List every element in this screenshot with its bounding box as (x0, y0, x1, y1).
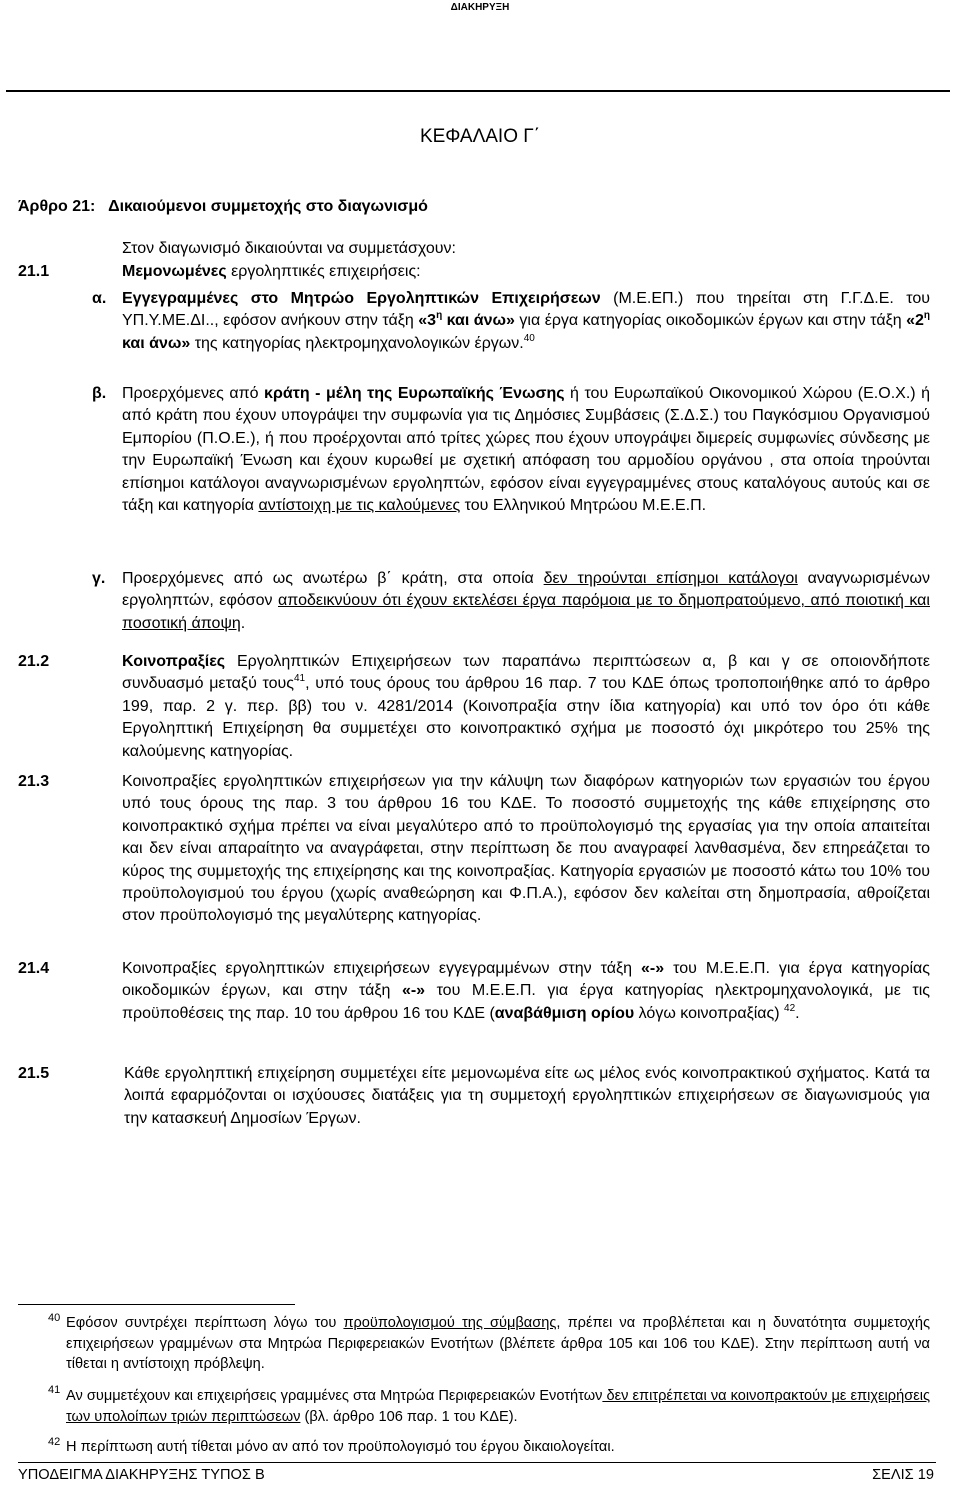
footnote-ref-41: 41 (293, 673, 306, 685)
item-a-label: α. (92, 290, 107, 307)
item-g-text: Προερχόμενες από ως ανωτέρω β΄ κράτη, στα οποία δεν τηρούνται επίσημοι κατάλογοι αναγνωρισμένων εργοληπτών, εφόσον αποδεικνύουν ότι έχουν εκτελέσει έργα παρόμοια με το δημοπρατούμενο, από ποιοτική και ποσοτική άποψη. (122, 570, 931, 632)
item-g-label: γ. (92, 570, 106, 587)
chapter-title: ΚΕΦΑΛΑΙΟ Γ΄ (419, 126, 541, 147)
section-number-21-1: 21.1 (18, 263, 50, 280)
footnote-number-40: 40 (48, 1312, 61, 1324)
footer-left: ΥΠΟΔΕΙΓΜΑ ΔΙΑΚΗΡΥΞΗΣ ΤΥΠΟΣ Β (18, 1467, 265, 1483)
footnote-number-41: 41 (48, 1384, 61, 1396)
article-title: Άρθρο 21: Δικαιούμενοι συμμετοχής στο διαγωνισμό (18, 198, 428, 215)
section-21-4-text: Κοινοπραξίες εργοληπτικών επιχειρήσεων εγγεγραμμένων στην τάξη «-» του Μ.Ε.Ε.Π. για έργα κατηγορίας οικοδομικών έργων, και στην τάξη «-» του Μ.Ε.Ε.Π. για έργα κατηγορίας ηλεκτρομηχανολογικά, με τις προϋποθέσεις της παρ. 10 του άρθρου 16 του ΚΔΕ (αναβάθμιση ορίου λόγω κοινοπραξίας) $^{42}$. (122, 960, 930, 1022)
section-21-5-text: Κάθε εργοληπτική επιχείρηση συμμετέχει είτε μεμονωμένα είτε ως μέλος ενός κοινοπρακτικού σχήματος. Κατά τα λοιπά εφαρμόζονται οι ισχύουσες διατάξεις για τη συμμετοχή εργοληπτικών επιχειρήσεων σε διαγωνισμούς για την κατασκευή Δημοσίων Έργων. (124, 1065, 930, 1127)
footer-page-number: ΣΕΛΙΣ 19 (872, 1467, 934, 1483)
section-21-2-text: Κοινοπραξίες Εργοληπτικών Επιχειρήσεων των παραπάνω περιπτώσεων α, β και γ σε οποιονδήποτε συνδυασμό μεταξύ τους$^{41}$, υπό τους όρους του άρθρου 16 παρ. 7 του ΚΔΕ όπως τροποποιήθηκε από το άρθρο 199, παρ. 2 γ. περ. ββ) του ν. 4281/2014 (Κοινοπραξία στην ίδια κατηγορία) και υπό τον όρο ότι κάθε Εργοληπτική Επιχείρηση θα συμμετέχει στο κοινοπρακτικό σχήμα με ποσοστό όχι μικρότερο του 25% της καλούμενης κατηγορίας. (122, 653, 930, 760)
page-header: ΔΙΑΚΗΡΥΞΗ (450, 2, 510, 13)
top-rule (6, 90, 950, 92)
footnote-40-text: Εφόσον συντρέχει περίπτωση λόγω του προϋπολογισμού της σύμβασης, πρέπει να προβλέπεται και η δυνατότητα συμμετοχής επιχειρήσεων γραμμένων στα Μητρώα Περιφερειακών Ενοτήτων (βλέπετε άρθρα 105 και 106 του ΚΔΕ). Στην περίπτωση αυτή να τίθεται η αντίστοιχη πρόβλεψη. (66, 1315, 930, 1372)
section-number-21-2: 21.2 (18, 653, 50, 670)
section-21-1-title: Μεμονωμένες εργοληπτικές επιχειρήσεις: (122, 263, 421, 280)
section-number-21-3: 21.3 (18, 773, 50, 790)
section-number-21-5: 21.5 (18, 1065, 50, 1082)
footnote-41-text: Αν συμμετέχουν και επιχειρήσεις γραμμένες στα Μητρώα Περιφερειακών Ενοτήτων δεν επιτρέπεται να κοινοπρακτούν με επιχειρήσεις των υπολοίπων τριών περιπτώσεων (βλ. άρθρο 106 παρ. 1 του ΚΔΕ). (66, 1388, 930, 1425)
item-a-text: Εγγεγραμμένες στο Μητρώο Εργοληπτικών Επιχειρήσεων (Μ.Ε.ΕΠ.) που τηρείται στη Γ.Γ.Δ.Ε. του ΥΠ.Υ.ΜΕ.ΔΙ.., εφόσον ανήκουν στην τάξη «$3^\eta$ και άνω» για έργα κατηγορίας οικοδομικών έργων και στην τάξη «$2^\eta$ και άνω» της κατηγορίας ηλεκτρομηχανολογικών έργων.$^{40}$ (122, 290, 931, 352)
section-21-3-text: Κοινοπραξίες εργοληπτικών επιχειρήσεων για την κάλυψη των διαφόρων κατηγοριών των εργασιών του έργου υπό τους όρους της παρ. 3 του άρθρου 16 του ΚΔΕ. Το ποσοστό συμμετοχής της κάθε επιχείρησης στο κοινοπρακτικό σχήμα πρέπει να είναι μεγαλύτερο από το προϋπολογισμό της εργασίας για την οποία απαιτείται και δεν είναι απαραίτητο να αναγράφεται, στην περίπτωση δε που αναγραφεί λανθασμένα, δεν επηρεάζεται το κύρος της συμμετοχής της επιχείρησης και της κοινοπραξίας. Κατηγορία εργασιών με ποσοστό κάτω του 10% του προϋπολογισμού του έργου (χωρίς αναθεώρηση και Φ.Π.Α.), εφόσον δεν καλείται στη δημοπρασία, αθροίζεται στον προϋπολογισμό της μεγαλύτερης κατηγορίας. (122, 773, 930, 925)
footnote-ref-40: 40 (523, 332, 535, 344)
intro-text: Στον διαγωνισμό δικαιούνται να συμμετάσχουν: (122, 240, 456, 257)
footnote-number-42: 42 (48, 1436, 61, 1448)
footer-rule (18, 1462, 936, 1463)
footnote-42-text: Η περίπτωση αυτή τίθεται μόνο αν από τον προϋπολογισμό του έργου δικαιολογείται. (66, 1439, 615, 1455)
item-b-text: Προερχόμενες από κράτη - μέλη της Ευρωπαϊκής Ένωσης ή του Ευρωπαϊκού Οικονομικού Χώρου (Ε.Ο.Χ.) ή από κράτη που έχουν υπογράψει την συμφωνία για τις Δημόσιες Συμβάσεις (Σ.Δ.Σ.) του Παγκόσμιου Οργανισμού Εμπορίου (Π.Ο.Ε.), ή που προέρχονται από τρίτες χώρες που έχουν υπογράψει διμερείς συμφωνίες σύνδεσης με την Ευρωπαϊκή Ένωση και έχουν κυρωθεί με σχετική απόφαση του αρμοδίου οργάνου , στα οποία τηρούνται επίσημοι κατάλογοι αναγνωρισμένων εργοληπτών, εφόσον είναι εγγεγραμμένες στους καταλόγους αυτούς και σε τάξη και κατηγορία αντίστοιχη με τις καλούμενες του Ελληνικού Μητρώου Μ.Ε.Ε.Π. (122, 385, 930, 515)
footnote-ref-42: 42 (784, 1002, 796, 1014)
item-b-label: β. (92, 385, 107, 402)
section-number-21-4: 21.4 (18, 960, 50, 977)
footnote-separator (18, 1304, 295, 1305)
